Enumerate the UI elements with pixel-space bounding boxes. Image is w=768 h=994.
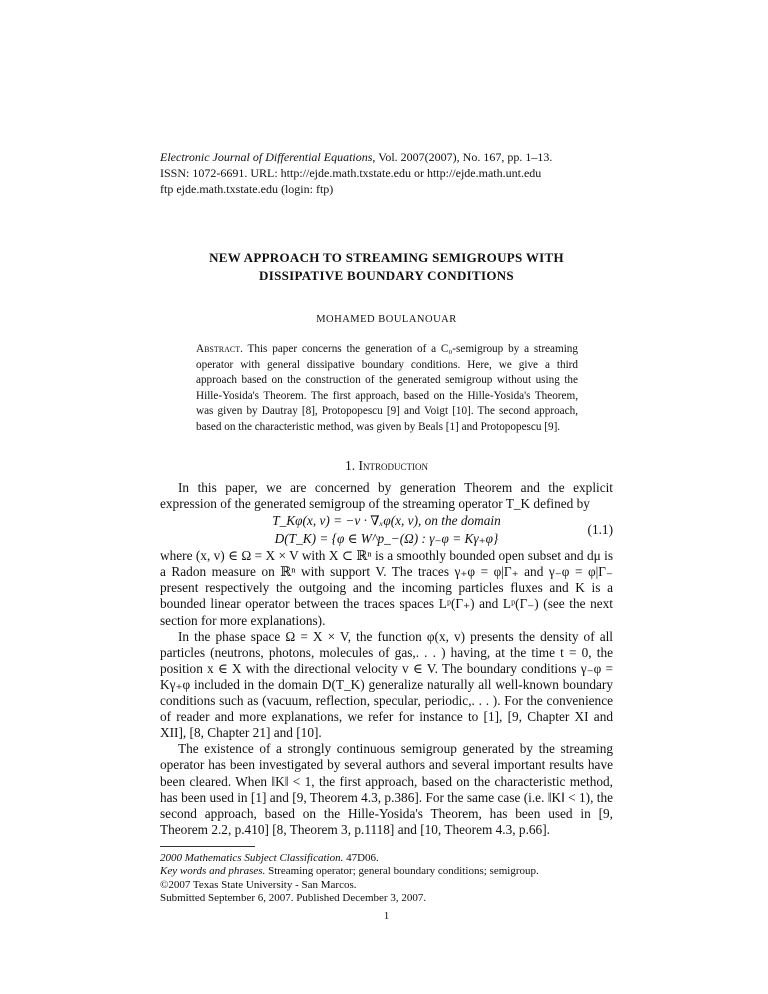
author: MOHAMED BOULANOUAR <box>316 314 457 325</box>
volume-info: , Vol. 2007(2007), No. 167, pp. 1–13. <box>372 150 553 164</box>
paragraph: In the phase space Ω = X × V, the function φ(x, v) presents the density of all particles (neutrons, photons, molecules of gas,. . . ) having, at the time t = 0, the position x ∈ X with the directional velocity v ∈ V. The boundary conditions γ₋φ = Kγ₊φ included in the domain D(T_K) generalize naturally all well-known boundary conditions such as (vacuum, reflection, specular, periodic,. . . ). For the convenience of reader and more explanations, we refer for instance to [1], [9, Chapter XI and XII], [8, Chapter 21] and [10]. <box>160 628 613 741</box>
paragraph: where (x, v) ∈ Ω = X × V with X ⊂ ℝⁿ is a smoothly bounded open subset and dμ is a Radon measure on ℝⁿ with support V. The traces γ₊φ = φ|Γ₊ and γ₋φ = φ|Γ₋ present respectively the outgoing and the incoming particles fluxes and K is a bounded linear operator between the traces spaces Lᵖ(Γ₊) and Lᵖ(Γ₋) (see the next section for more explanations). <box>160 548 613 628</box>
abstract-label: Abstract. <box>196 343 243 355</box>
page-number: 1 <box>383 909 390 922</box>
footnote <box>160 852 613 906</box>
section-title: Introduction <box>358 458 428 473</box>
equation-line: D(T_K) = {φ ∈ W^p_−(Ω) : γ₋φ = Kγ₊φ} <box>274 531 499 547</box>
msc-code: 47D06. <box>343 851 379 864</box>
section-heading <box>160 457 613 474</box>
paper-title <box>120 249 653 285</box>
ftp-line: ftp ejde.math.txstate.edu (login: ftp) <box>160 182 334 196</box>
msc-label: 2000 Mathematics Subject Classification. <box>160 851 344 864</box>
copyright: ©2007 Texas State University - San Marcos. <box>160 878 357 891</box>
journal-name: Electronic Journal of Differential Equations <box>160 150 373 164</box>
equation-line: T_Kφ(x, v) = −v · ∇ₓφ(x, v), on the domain <box>272 513 501 529</box>
equation-number: (1.1) <box>587 522 613 538</box>
title-line: DISSIPATIVE BOUNDARY CONDITIONS <box>259 268 514 283</box>
body-text <box>160 480 613 838</box>
paper-page <box>160 0 613 963</box>
equation-1-1 <box>160 512 613 548</box>
journal-header <box>160 149 630 197</box>
abstract-text: This paper concerns the generation of a C₀-semigroup by a streaming operator with general dissipative boundary conditions. Here, we give a third approach based on the construction of the generated semigroup without using the Hille-Yosida's Theorem. The first approach, based on the Hille-Yosida's Theorem, was given by Dautray [8], Protopopescu [9] and Voigt [10]. The second approach, based on the characteristic method, was given by Beals [1] and Protopopescu [9]. <box>196 343 578 433</box>
keywords-label: Key words and phrases. <box>160 865 266 878</box>
section-number: 1. <box>345 458 356 473</box>
abstract <box>196 342 578 435</box>
paragraph: The existence of a strongly continuous semigroup generated by the streaming operator has been investigated by several authors and several important results have been cleared. When ‖K‖ < 1, the first approach, based on the characteristic method, has been used in [1] and [9, Theorem 4.3, p.386]. For the same case (i.e. ‖K‖ < 1), the second approach, based on the Hille-Yosida's Theorem, has been used in [9, Theorem 2.2, p.410] [8, Theorem 3, p.1118] and [10, Theorem 4.3, p.66]. <box>160 741 613 837</box>
title-line: NEW APPROACH TO STREAMING SEMIGROUPS WITH <box>209 250 564 265</box>
keywords: Streaming operator; general boundary conditions; semigroup. <box>265 865 539 878</box>
issn-line: ISSN: 1072-6691. URL: http://ejde.math.txstate.edu or http://ejde.math.unt.edu <box>160 166 542 180</box>
paragraph: In this paper, we are concerned by generation Theorem and the explicit expression of the generated semigroup of the streaming operator T_K defined by <box>160 480 613 512</box>
submission-dates: Submitted September 6, 2007. Published December 3, 2007. <box>160 892 427 905</box>
footnote-rule <box>160 846 255 847</box>
